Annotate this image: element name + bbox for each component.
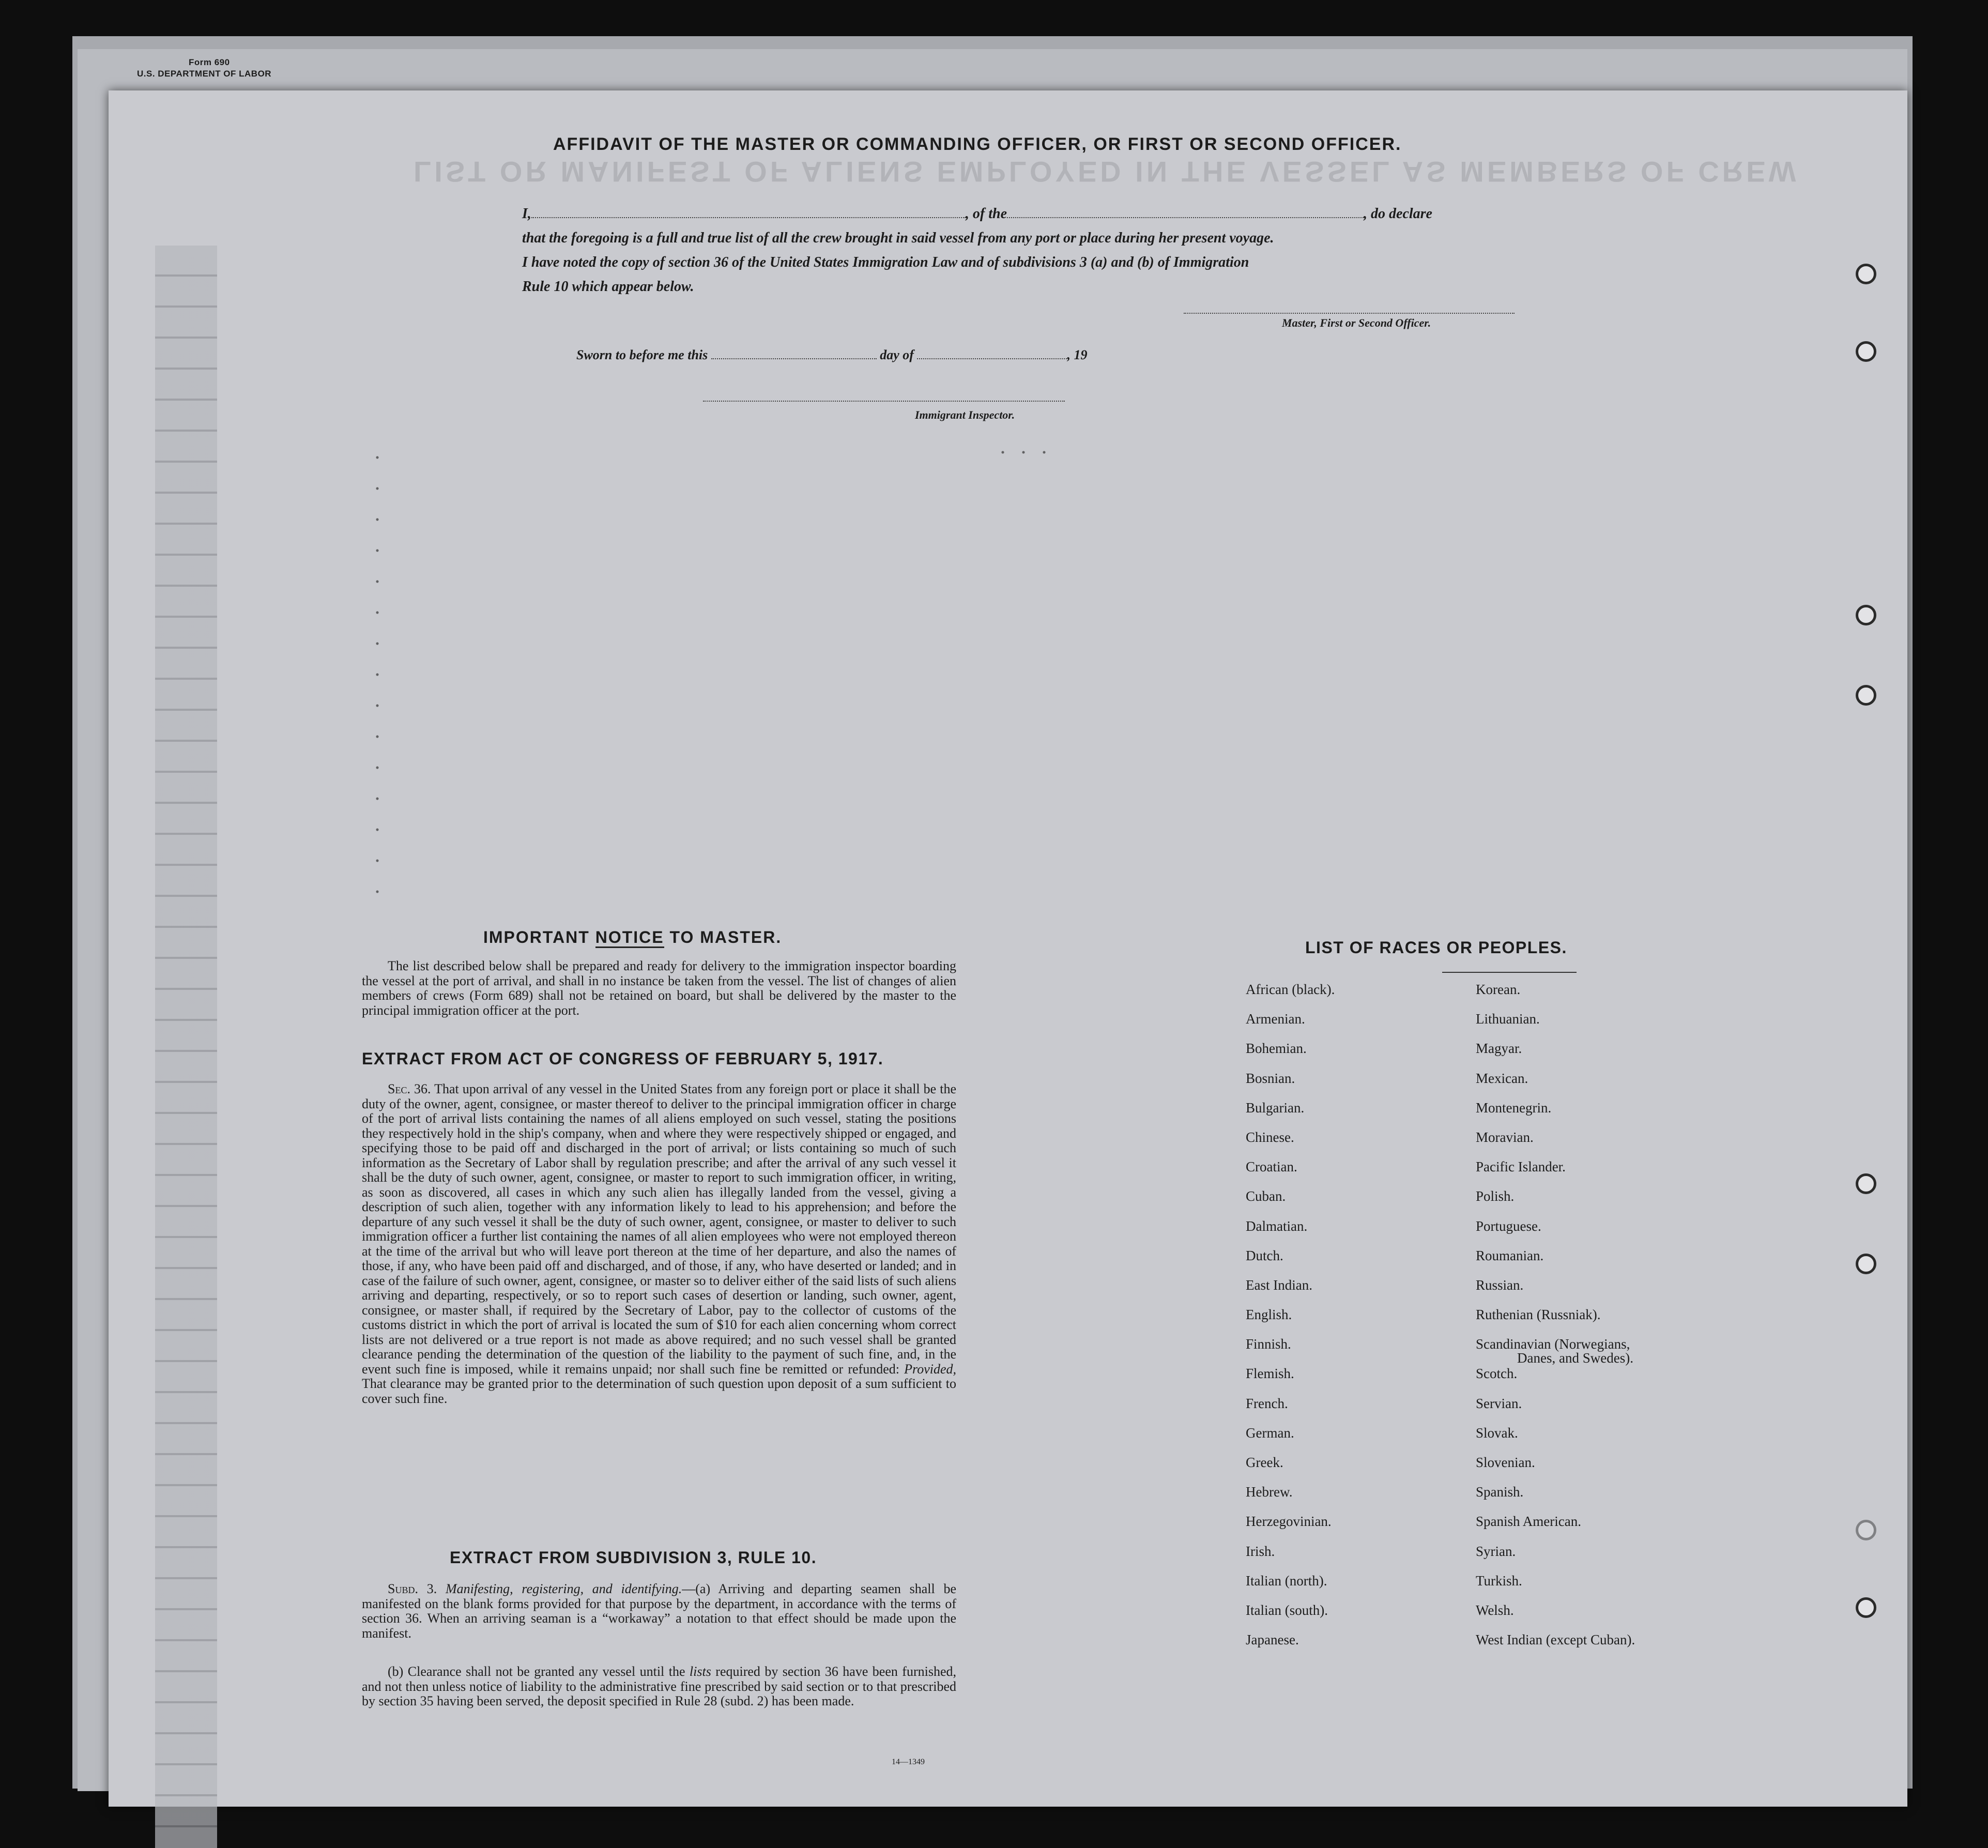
sworn-month-blank: [917, 358, 1067, 359]
declaration-line-1: [522, 202, 1520, 226]
race-item: Mexican.: [1476, 1070, 1528, 1086]
race-item: Slovenian.: [1476, 1455, 1535, 1470]
binder-hole: [1856, 1597, 1876, 1618]
notice-title: [483, 928, 782, 947]
binder-hole: [1856, 1173, 1876, 1194]
department: U.S. DEPARTMENT OF LABOR: [137, 69, 272, 79]
section-label: Sec. 36.: [388, 1081, 431, 1096]
bleed-through-dots-2: [992, 445, 1054, 460]
signature-line: [1184, 313, 1515, 314]
race-item: Magyar.: [1476, 1041, 1522, 1057]
race-item: Ruthenian (Russniak).: [1476, 1307, 1601, 1323]
officer-name-blank: [531, 217, 966, 218]
subdivision-heading: Manifesting, registering, and identifying.: [445, 1581, 682, 1596]
signature-label: Master, First or Second Officer.: [1282, 316, 1431, 329]
race-item: Dutch.: [1246, 1247, 1283, 1263]
race-item: Herzegovinian.: [1246, 1514, 1332, 1530]
race-item: Irish.: [1246, 1543, 1275, 1559]
of-the-label: , of the: [965, 206, 1007, 222]
subdivision-a-body: —(a) Arriving and departing seamen shall be manifested on the blank forms provided for that purpose by the department, in accordance with the terms of section 36. When an arriving seaman is a “workaway” a notation to that effect should be made upon the manifest.: [362, 1581, 957, 1641]
inspector-label: Immigrant Inspector.: [915, 408, 1015, 421]
act-extract-title: EXTRACT FROM ACT OF CONGRESS OF FEBRUARY 5, 1917.: [362, 1049, 884, 1068]
provided-label: Provided,: [904, 1361, 956, 1377]
binder-hole: [1856, 1254, 1876, 1274]
subdivision-b-pre: (b) Clearance shall not be granted any vessel until the: [388, 1664, 685, 1679]
race-item: African (black).: [1246, 982, 1335, 997]
race-item: Armenian.: [1246, 1011, 1305, 1027]
section-36-body: That upon arrival of any vessel in the United States from any foreign port or place it shall be the duty of the owner, agent, consignee, or master thereof to deliver to the principal immigration officer in charge of the port of arrival lists containing the names of all aliens employed on such vessel, stating the positions they respectively hold in the ship's company, when and where they were respectively shipped or engaged, and specifying those to be paid off and discharged in the port of arrival; or lists containing so much of such information as the Secretary of Labor shall by regulation prescribe; and after the arrival of any such vessel it shall be the duty of such owner, agent, consignee, or master to report to such immigration officer, in writing, as soon as discovered, all cases in which any such alien has illegally landed from the vessel, giving a description of such alien, together with any information likely to lead to his apprehension; and before the departure of any such vessel it shall be the duty of such owner, agent, consignee, or master to deliver to such immigration officer a further list containing the names of all alien employees who were not employed thereon at the time of the arrival but who will leave port thereon at the time of her departure, and also the names of those, if any, who have been paid off and discharged, and of those, if any, who have deserted or landed; and in case of the failure of such owner, agent, consignee, or master so to deliver either of the said lists of such aliens arriving and departing, respectively, or so to report such cases of desertion or landing, such owner, agent, consignee, or master shall, if required by the Secretary of Labor, pay to the collector of customs of the customs district in which the port of arrival is located the sum of $10 for each alien concerning whom correct lists are not delivered or a true report is not made as above required; and no such vessel shall be granted clearance pending the determination of the question of the liability to the payment of such fine, and, in the event such fine is imposed, while it remains unpaid; nor shall such fine be remitted or refunded:: [362, 1081, 957, 1377]
race-item: Bohemian.: [1246, 1041, 1307, 1057]
race-item: Scotch.: [1476, 1366, 1518, 1382]
races-right-column: [1476, 982, 1765, 1662]
binder-hole: [1856, 685, 1876, 706]
form-header: [137, 57, 271, 80]
bleed-through-title: LIST OR MANIFEST OF ALIENS EMPLOYED IN THE VESSEL AS MEMBERS OF CREW: [414, 156, 1799, 188]
binder-hole: [1856, 1520, 1876, 1540]
binder-hole: [1856, 264, 1876, 284]
subdivision-b-text: [362, 1664, 956, 1709]
affidavit-declaration: [522, 202, 1520, 299]
race-item: Welsh.: [1476, 1602, 1514, 1618]
rule-extract-title: EXTRACT FROM SUBDIVISION 3, RULE 10.: [450, 1548, 817, 1567]
day-of-label: day of: [880, 347, 914, 362]
races-title-rule: [1442, 972, 1577, 973]
race-item: Pacific Islander.: [1476, 1159, 1566, 1175]
ruled-margin: [155, 246, 217, 1848]
race-item: Spanish.: [1476, 1484, 1524, 1500]
race-item: Polish.: [1476, 1188, 1515, 1204]
vessel-name-blank: [1007, 217, 1364, 218]
declaration-line-2: that the foregoing is a full and true list of all the crew brought in said vessel from any port or place during her present voyage.: [522, 230, 1274, 246]
race-item: Roumanian.: [1476, 1247, 1544, 1263]
sworn-day-blank: [711, 358, 877, 359]
race-item: Greek.: [1246, 1455, 1283, 1470]
race-item: West Indian (except Cuban).: [1476, 1632, 1635, 1648]
affidavit-title: AFFIDAVIT OF THE MASTER OR COMMANDING OFFICER, OR FIRST OR SECOND OFFICER.: [553, 134, 1402, 154]
section-36-text: [362, 1082, 956, 1406]
race-item: Croatian.: [1246, 1159, 1297, 1175]
race-item: Portuguese.: [1476, 1218, 1541, 1234]
race-item: Hebrew.: [1246, 1484, 1293, 1500]
declaration-line-3: I have noted the copy of section 36 of the United States Immigration Law and of subdivisions 3 (a) and (b) of Immigration: [522, 254, 1249, 270]
race-item: Bulgarian.: [1246, 1099, 1305, 1116]
races-left-column: [1246, 982, 1463, 1662]
notice-title-pre: IMPORTANT: [483, 928, 595, 946]
race-item-continuation: Danes, and Swedes).: [1517, 1350, 1633, 1366]
notice-title-underlined: NOTICE: [595, 928, 664, 948]
binder-hole: [1856, 605, 1876, 625]
notice-text: The list described below shall be prepared and ready for delivery to the immigration inspector boarding the vessel at the port of arrival, and shall in no instance be taken from the vessel. The list of changes of alien members of crews (Form 689) shall not be retained on board, but shall be delivered by the master to the principal immigration officer at the port.: [362, 958, 956, 1018]
race-item: Slovak.: [1476, 1425, 1518, 1441]
race-item: Russian.: [1476, 1277, 1524, 1293]
section-36-end: That clearance may be granted prior to the determination of such question upon deposit of a sum sufficient to cover such fine.: [362, 1376, 956, 1406]
race-item: Spanish American.: [1476, 1514, 1581, 1530]
race-item: Syrian.: [1476, 1543, 1516, 1559]
notice-title-post: TO MASTER.: [664, 928, 782, 946]
race-item: East Indian.: [1246, 1277, 1312, 1293]
subdivision-b-lists: lists: [689, 1664, 711, 1679]
races-title: LIST OF RACES OR PEOPLES.: [1305, 938, 1567, 957]
race-item: French.: [1246, 1395, 1288, 1411]
race-item: German.: [1246, 1425, 1294, 1441]
race-item: English.: [1246, 1307, 1292, 1323]
subdivision-label: Subd. 3.: [388, 1581, 437, 1596]
race-item: Scandinavian (Norwegians, Danes, and Swedes).: [1476, 1337, 1765, 1366]
race-item: Italian (south).: [1246, 1602, 1328, 1618]
race-item: Dalmatian.: [1246, 1218, 1308, 1234]
race-item: Cuban.: [1246, 1188, 1286, 1204]
race-item: Servian.: [1476, 1395, 1522, 1411]
i-label: I,: [522, 206, 531, 222]
race-item: Moravian.: [1476, 1129, 1534, 1145]
do-declare-label: , do declare: [1364, 206, 1432, 222]
race-item: Korean.: [1476, 982, 1521, 997]
form-number: Form 690: [189, 57, 230, 67]
race-item: Finnish.: [1246, 1336, 1291, 1352]
sworn-label: Sworn to before me this: [576, 347, 708, 362]
subdivision-b-body: required by section 36 have been furnished, and not then unless notice of liability to the administrative fine prescribed by said section or to that prescribed by section 35 having been served, the deposit specified in Rule 28 (subd. 2) has been made.: [362, 1664, 957, 1708]
binder-hole: [1856, 341, 1876, 362]
race-item: Italian (north).: [1246, 1572, 1327, 1589]
year-label: , 19: [1067, 347, 1088, 362]
race-item: Flemish.: [1246, 1366, 1294, 1382]
race-item: Turkish.: [1476, 1572, 1522, 1589]
inspector-signature-line: [703, 401, 1065, 402]
bleed-through-dots: [362, 442, 393, 907]
race-item: Japanese.: [1246, 1632, 1299, 1648]
race-item: Bosnian.: [1246, 1070, 1295, 1086]
race-item: Montenegrin.: [1476, 1099, 1552, 1116]
race-item: Lithuanian.: [1476, 1011, 1540, 1027]
form-code: 14—1349: [892, 1758, 925, 1766]
subdivision-a-text: [362, 1582, 956, 1641]
declaration-line-4: Rule 10 which appear below.: [522, 279, 694, 295]
sworn-line: [576, 347, 1087, 363]
race-item: Chinese.: [1246, 1129, 1294, 1145]
